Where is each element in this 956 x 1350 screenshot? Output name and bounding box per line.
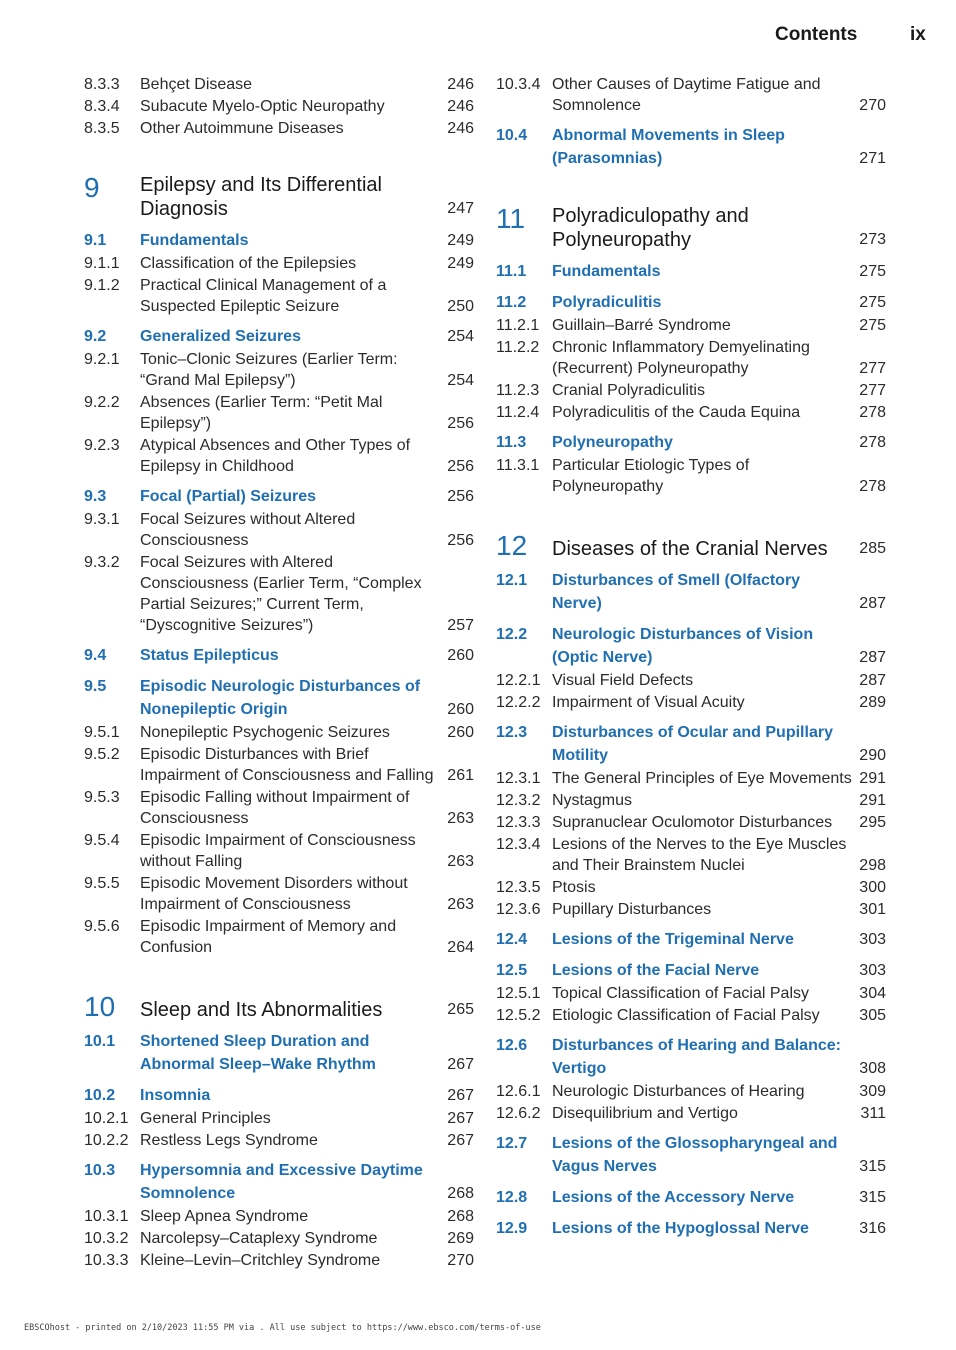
toc-sub-entry bbox=[496, 455, 886, 497]
toc-entry-title: Episodic Disturbances with Brief Impairment of Consciousness and Falling bbox=[140, 746, 434, 784]
toc-entry-title: Particular Etiologic Types of Polyneuropathy bbox=[552, 457, 750, 495]
toc-sub-entry bbox=[84, 1228, 474, 1249]
toc-entry-page: 246 bbox=[447, 76, 474, 93]
toc-entry-title: Episodic Movement Disorders without Impairment of Consciousness bbox=[140, 875, 408, 913]
toc-sub-entry bbox=[496, 983, 886, 1004]
toc-sub-entry bbox=[496, 1005, 886, 1026]
toc-chapter-entry bbox=[84, 173, 474, 221]
toc-entry-page: 254 bbox=[447, 372, 474, 389]
toc-entry-page: 278 bbox=[859, 478, 886, 495]
toc-entry-num: 8.3.3 bbox=[84, 76, 120, 93]
toc-entry-num: 12.4 bbox=[496, 931, 528, 948]
toc-entry-page: 267 bbox=[447, 1110, 474, 1127]
toc-sub-entry bbox=[84, 787, 474, 829]
toc-entry-page: 277 bbox=[859, 382, 886, 399]
running-title: Contents bbox=[775, 24, 858, 45]
toc-entry-title: Lesions of the Hypoglossal Nerve bbox=[552, 1220, 809, 1237]
toc-entry-num: 10.3.3 bbox=[84, 1252, 129, 1269]
toc-sub-entry bbox=[496, 402, 886, 423]
toc-entry-title: Polyradiculitis bbox=[552, 294, 662, 311]
toc-entry-title: Polyneuropathy bbox=[552, 434, 673, 451]
toc-entry-title: Disequilibrium and Vertigo bbox=[552, 1105, 738, 1122]
toc-entry-page: 278 bbox=[859, 434, 886, 451]
toc-entry-page: 270 bbox=[447, 1252, 474, 1269]
toc-entry-num: 12.9 bbox=[496, 1220, 528, 1237]
toc-entry-num: 9.3 bbox=[84, 488, 107, 505]
toc-entry-page: 287 bbox=[859, 649, 886, 666]
toc-entry-page: 287 bbox=[859, 595, 886, 612]
toc-entry-title: Disturbances of Hearing and Balance: Vertigo bbox=[552, 1037, 841, 1077]
toc-entry-num: 9.5.2 bbox=[84, 746, 120, 763]
toc-entry-page: 291 bbox=[859, 792, 886, 809]
toc-entry-page: 260 bbox=[447, 701, 474, 718]
toc-entry-num: 11.2.4 bbox=[496, 404, 540, 421]
toc-entry-page: 304 bbox=[859, 985, 886, 1002]
toc-entry-title: Impairment of Visual Acuity bbox=[552, 694, 745, 711]
toc-entry-page: 273 bbox=[859, 231, 886, 248]
toc-entry-num: 11.2.3 bbox=[496, 382, 540, 399]
toc-sub-entry bbox=[84, 552, 474, 636]
toc-sub-entry bbox=[496, 834, 886, 876]
toc-entry-num: 12.6.1 bbox=[496, 1083, 541, 1100]
toc-sub-entry bbox=[84, 74, 474, 95]
toc-entry-page: 275 bbox=[859, 263, 886, 280]
toc-entry-page: 308 bbox=[859, 1060, 886, 1077]
toc-entry-page: 256 bbox=[447, 532, 474, 549]
toc-sub-entry bbox=[496, 380, 886, 401]
toc-sub-entry bbox=[496, 1103, 886, 1124]
toc-entry-title: Fundamentals bbox=[140, 232, 249, 249]
toc-entry-num: 12.5.1 bbox=[496, 985, 541, 1002]
toc-entry-title: Lesions of the Glossopharyngeal and Vagus Nerves bbox=[552, 1135, 838, 1175]
toc-section-entry bbox=[496, 959, 886, 982]
toc-section-entry bbox=[496, 1132, 886, 1178]
toc-entry-title: Narcolepsy–Cataplexy Syndrome bbox=[140, 1230, 378, 1247]
toc-entry-num: 9.2.3 bbox=[84, 437, 120, 454]
toc-entry-num: 12 bbox=[496, 530, 528, 561]
toc-entry-page: 316 bbox=[859, 1220, 886, 1237]
toc-entry-page: 247 bbox=[447, 200, 474, 217]
toc-entry-title: General Principles bbox=[140, 1110, 271, 1127]
toc-entry-num: 12.3.4 bbox=[496, 836, 541, 853]
toc-entry-num: 12.3.6 bbox=[496, 901, 541, 918]
toc-entry-title: Lesions of the Accessory Nerve bbox=[552, 1189, 795, 1206]
toc-entry-title: Kleine–Levin–Critchley Syndrome bbox=[140, 1252, 381, 1269]
toc-entry-page: 257 bbox=[447, 617, 474, 634]
toc-entry-page: 268 bbox=[447, 1185, 474, 1202]
toc-entry-page: 263 bbox=[447, 810, 474, 827]
toc-entry-page: 275 bbox=[859, 294, 886, 311]
toc-entry-page: 254 bbox=[447, 328, 474, 345]
toc-sub-entry bbox=[496, 670, 886, 691]
toc-entry-title: Atypical Absences and Other Types of Epilepsy in Childhood bbox=[140, 437, 411, 475]
toc-entry-title: Topical Classification of Facial Palsy bbox=[552, 985, 809, 1002]
toc-entry-page: 246 bbox=[447, 120, 474, 137]
toc-chapter-entry bbox=[84, 992, 474, 1022]
toc-entry-num: 9.4 bbox=[84, 647, 107, 664]
toc-entry-num: 11.2 bbox=[496, 294, 527, 311]
toc-entry-num: 12.3.2 bbox=[496, 792, 541, 809]
toc-section-entry bbox=[496, 1217, 886, 1240]
toc-entry-title: Epilepsy and Its Differential Diagnosis bbox=[140, 174, 382, 220]
toc-entry-title: The General Principles of Eye Movements bbox=[552, 770, 852, 787]
toc-entry-title: Supranuclear Oculomotor Disturbances bbox=[552, 814, 833, 831]
toc-sub-entry bbox=[84, 1108, 474, 1129]
toc-section-entry bbox=[84, 325, 474, 348]
toc-entry-page: 271 bbox=[859, 150, 886, 167]
toc-entry-title: Pupillary Disturbances bbox=[552, 901, 712, 918]
toc-entry-num: 12.2.2 bbox=[496, 694, 541, 711]
toc-entry-num: 9.1.1 bbox=[84, 255, 120, 272]
toc-section-entry bbox=[496, 431, 886, 454]
toc-entry-page: 267 bbox=[447, 1132, 474, 1149]
toc-entry-page: 301 bbox=[859, 901, 886, 918]
toc-entry-page: 250 bbox=[447, 298, 474, 315]
toc-chapter-entry bbox=[496, 204, 886, 252]
toc-section-entry bbox=[496, 1034, 886, 1080]
toc-entry-title: Polyradiculopathy and Polyneuropathy bbox=[552, 205, 749, 251]
toc-entry-title: Disturbances of Smell (Olfactory Nerve) bbox=[552, 572, 801, 612]
page-header bbox=[0, 24, 956, 50]
toc-section-entry bbox=[496, 124, 886, 170]
toc-entry-num: 12.3.1 bbox=[496, 770, 541, 787]
toc-entry-title: Neurologic Disturbances of Hearing bbox=[552, 1083, 805, 1100]
toc-entry-title: Etiologic Classification of Facial Palsy bbox=[552, 1007, 820, 1024]
toc-entry-title: Absences (Earlier Term: “Petit Mal Epilepsy”) bbox=[140, 394, 383, 432]
toc-entry-num: 8.3.5 bbox=[84, 120, 120, 137]
toc-sub-entry bbox=[496, 899, 886, 920]
toc-section-entry bbox=[84, 644, 474, 667]
toc-entry-title: Lesions of the Nerves to the Eye Muscles and Their Brainstem Nuclei bbox=[552, 836, 847, 874]
toc-entry-num: 12.2.1 bbox=[496, 672, 541, 689]
toc-entry-title: Episodic Neurologic Disturbances of Nonepileptic Origin bbox=[140, 678, 421, 718]
toc-entry-page: 289 bbox=[859, 694, 886, 711]
toc-entry-num: 10.2.1 bbox=[84, 1110, 129, 1127]
toc-sub-entry bbox=[84, 1250, 474, 1271]
toc-entry-title: Nonepileptic Psychogenic Seizures bbox=[140, 724, 390, 741]
toc-entry-num: 12.6.2 bbox=[496, 1105, 541, 1122]
toc-sub-entry bbox=[84, 349, 474, 391]
toc-sub-entry bbox=[84, 916, 474, 958]
toc-entry-title: Insomnia bbox=[140, 1087, 211, 1104]
toc-entry-page: 278 bbox=[859, 404, 886, 421]
toc-entry-page: 246 bbox=[447, 98, 474, 115]
toc-entry-num: 10.2.2 bbox=[84, 1132, 129, 1149]
toc-column-left bbox=[84, 74, 474, 1271]
toc-entry-title: Guillain–Barré Syndrome bbox=[552, 317, 731, 334]
toc-entry-title: Fundamentals bbox=[552, 263, 661, 280]
toc-entry-page: 267 bbox=[447, 1087, 474, 1104]
toc-entry-title: Generalized Seizures bbox=[140, 328, 301, 345]
toc-entry-title: Episodic Impairment of Consciousness without Falling bbox=[140, 832, 416, 870]
toc-entry-page: 303 bbox=[859, 931, 886, 948]
toc-entry-page: 285 bbox=[859, 540, 886, 557]
toc-entry-num: 12.3.3 bbox=[496, 814, 541, 831]
toc-entry-num: 10 bbox=[84, 991, 116, 1022]
toc-section-entry bbox=[84, 1159, 474, 1205]
toc-entry-num: 12.5 bbox=[496, 962, 528, 979]
toc-entry-page: 260 bbox=[447, 724, 474, 741]
toc-entry-page: 249 bbox=[447, 255, 474, 272]
toc-sub-entry bbox=[84, 1130, 474, 1151]
toc-entry-title: Cranial Polyradiculitis bbox=[552, 382, 705, 399]
toc-sub-entry bbox=[84, 275, 474, 317]
toc-entry-page: 268 bbox=[447, 1208, 474, 1225]
toc-sub-entry bbox=[496, 74, 886, 116]
toc-entry-title: Diseases of the Cranial Nerves bbox=[552, 538, 828, 560]
toc-entry-page: 269 bbox=[447, 1230, 474, 1247]
toc-entry-title: Chronic Inflammatory Demyelinating (Recurrent) Polyneuropathy bbox=[552, 339, 810, 377]
toc-sub-entry bbox=[496, 1081, 886, 1102]
toc-entry-num: 9.5.1 bbox=[84, 724, 120, 741]
toc-sub-entry bbox=[84, 873, 474, 915]
toc-entry-page: 295 bbox=[859, 814, 886, 831]
toc-entry-num: 9.2 bbox=[84, 328, 107, 345]
toc-sub-entry bbox=[84, 253, 474, 274]
toc-section-entry bbox=[84, 229, 474, 252]
toc-entry-title: Episodic Impairment of Memory and Confusion bbox=[140, 918, 397, 956]
toc-entry-num: 12.3.5 bbox=[496, 879, 541, 896]
toc-entry-title: Polyradiculitis of the Cauda Equina bbox=[552, 404, 801, 421]
toc-entry-num: 10.2 bbox=[84, 1087, 116, 1104]
toc-section-entry bbox=[496, 291, 886, 314]
toc-sub-entry bbox=[84, 96, 474, 117]
toc-entry-num: 9.3.1 bbox=[84, 511, 120, 528]
toc-entry-page: 277 bbox=[859, 360, 886, 377]
toc-entry-title: Subacute Myelo-Optic Neuropathy bbox=[140, 98, 385, 115]
toc-entry-title: Ptosis bbox=[552, 879, 596, 896]
footer-note: EBSCOhost - printed on 2/10/2023 11:55 PM via . All use subject to https://www.ebsco.com/terms-of-use bbox=[24, 1323, 541, 1333]
toc-entry-page: 270 bbox=[859, 97, 886, 114]
toc-entry-num: 10.3 bbox=[84, 1162, 116, 1179]
toc-entry-title: Behçet Disease bbox=[140, 76, 253, 93]
toc-sub-entry bbox=[84, 392, 474, 434]
toc-entry-page: 264 bbox=[447, 939, 474, 956]
toc-entry-page: 256 bbox=[447, 458, 474, 475]
toc-entry-num: 11.3.1 bbox=[496, 457, 540, 474]
page-number: ix bbox=[910, 24, 926, 45]
toc-entry-num: 9.3.2 bbox=[84, 554, 120, 571]
toc-sub-entry bbox=[84, 118, 474, 139]
toc-entry-page: 305 bbox=[859, 1007, 886, 1024]
toc-section-entry bbox=[84, 1084, 474, 1107]
toc-entry-num: 9.2.2 bbox=[84, 394, 120, 411]
toc-entry-num: 10.3.4 bbox=[496, 76, 541, 93]
toc-entry-num: 12.6 bbox=[496, 1037, 528, 1054]
toc-entry-title: Visual Field Defects bbox=[552, 672, 694, 689]
toc-section-entry bbox=[84, 675, 474, 721]
toc-entry-title: Sleep Apnea Syndrome bbox=[140, 1208, 309, 1225]
toc-entry-title: Hypersomnia and Excessive Daytime Somnolence bbox=[140, 1162, 423, 1202]
toc-section-entry bbox=[84, 1030, 474, 1076]
toc-entry-title: Focal Seizures with Altered Consciousness (Earlier Term, “Complex Partial Seizures;” Current Term, “Dyscognitive Seizures”) bbox=[140, 554, 422, 634]
toc-entry-page: 263 bbox=[447, 853, 474, 870]
toc-sub-entry bbox=[84, 435, 474, 477]
toc-entry-page: 260 bbox=[447, 647, 474, 664]
toc-entry-title: Episodic Falling without Impairment of Consciousness bbox=[140, 789, 410, 827]
toc-entry-page: 267 bbox=[447, 1056, 474, 1073]
toc-entry-title: Other Causes of Daytime Fatigue and Somnolence bbox=[552, 76, 821, 114]
toc-sub-entry bbox=[84, 744, 474, 786]
toc-entry-title: Focal (Partial) Seizures bbox=[140, 488, 317, 505]
toc-entry-page: 291 bbox=[859, 770, 886, 787]
toc-entry-page: 263 bbox=[447, 896, 474, 913]
toc-entry-num: 11.1 bbox=[496, 263, 527, 280]
toc-entry-title: Status Epilepticus bbox=[140, 647, 279, 664]
toc-entry-title: Tonic–Clonic Seizures (Earlier Term: “Grand Mal Epilepsy”) bbox=[140, 351, 398, 389]
toc-entry-title: Practical Clinical Management of a Suspected Epileptic Seizure bbox=[140, 277, 387, 315]
toc-entry-page: 315 bbox=[859, 1189, 886, 1206]
toc-entry-page: 309 bbox=[859, 1083, 886, 1100]
toc-entry-page: 256 bbox=[447, 415, 474, 432]
toc-entry-title: Sleep and Its Abnormalities bbox=[140, 999, 383, 1021]
toc-entry-num: 10.4 bbox=[496, 127, 528, 144]
toc-entry-title: Nystagmus bbox=[552, 792, 633, 809]
toc-entry-num: 9.5.3 bbox=[84, 789, 120, 806]
toc-section-entry bbox=[496, 928, 886, 951]
toc-entry-title: Restless Legs Syndrome bbox=[140, 1132, 318, 1149]
toc-entry-num: 9.2.1 bbox=[84, 351, 120, 368]
toc-entry-num: 11.3 bbox=[496, 434, 527, 451]
toc-sub-entry bbox=[496, 877, 886, 898]
toc-entry-title: Neurologic Disturbances of Vision (Optic Nerve) bbox=[552, 626, 814, 666]
toc-entry-num: 12.8 bbox=[496, 1189, 528, 1206]
toc-entry-title: Disturbances of Ocular and Pupillary Motility bbox=[552, 724, 833, 764]
toc-entry-page: 290 bbox=[859, 747, 886, 764]
toc-sub-entry bbox=[496, 337, 886, 379]
toc-entry-num: 12.2 bbox=[496, 626, 528, 643]
toc-entry-num: 12.1 bbox=[496, 572, 528, 589]
toc-entry-page: 261 bbox=[447, 767, 474, 784]
toc-entry-title: Lesions of the Facial Nerve bbox=[552, 962, 760, 979]
toc-section-entry bbox=[496, 721, 886, 767]
toc-entry-page: 287 bbox=[859, 672, 886, 689]
toc-sub-entry bbox=[84, 509, 474, 551]
toc-entry-num: 11.2.2 bbox=[496, 339, 540, 356]
toc-entry-title: Classification of the Epilepsies bbox=[140, 255, 357, 272]
toc-sub-entry bbox=[496, 692, 886, 713]
toc-entry-num: 12.5.2 bbox=[496, 1007, 541, 1024]
toc-sub-entry bbox=[496, 768, 886, 789]
toc-entry-num: 9 bbox=[84, 172, 100, 203]
toc-entry-num: 9.1 bbox=[84, 232, 107, 249]
toc-entry-title: Shortened Sleep Duration and Abnormal Sleep–Wake Rhythm bbox=[140, 1033, 376, 1073]
toc-entry-num: 9.5.6 bbox=[84, 918, 120, 935]
toc-entry-page: 311 bbox=[860, 1105, 886, 1122]
toc-entry-num: 9.1.2 bbox=[84, 277, 120, 294]
toc-entry-num: 9.5.4 bbox=[84, 832, 120, 849]
toc-section-entry bbox=[84, 485, 474, 508]
toc-entry-page: 300 bbox=[859, 879, 886, 896]
toc-entry-page: 265 bbox=[447, 1001, 474, 1018]
toc-entry-page: 275 bbox=[859, 317, 886, 334]
toc-sub-entry bbox=[84, 722, 474, 743]
toc-entry-page: 315 bbox=[859, 1158, 886, 1175]
toc-chapter-entry bbox=[496, 531, 886, 561]
toc-sub-entry bbox=[84, 1206, 474, 1227]
toc-entry-num: 11 bbox=[496, 203, 526, 234]
toc-column-right bbox=[496, 74, 886, 1240]
toc-entry-page: 298 bbox=[859, 857, 886, 874]
toc-entry-num: 9.5 bbox=[84, 678, 107, 695]
toc-section-entry bbox=[496, 1186, 886, 1209]
toc-entry-page: 256 bbox=[447, 488, 474, 505]
toc-entry-num: 10.3.2 bbox=[84, 1230, 129, 1247]
toc-entry-num: 10.1 bbox=[84, 1033, 116, 1050]
toc-entry-num: 8.3.4 bbox=[84, 98, 120, 115]
toc-sub-entry bbox=[496, 812, 886, 833]
toc-entry-num: 10.3.1 bbox=[84, 1208, 129, 1225]
toc-entry-title: Other Autoimmune Diseases bbox=[140, 120, 344, 137]
toc-entry-page: 249 bbox=[447, 232, 474, 249]
toc-entry-title: Abnormal Movements in Sleep (Parasomnias) bbox=[552, 127, 785, 167]
toc-sub-entry bbox=[496, 315, 886, 336]
toc-section-entry bbox=[496, 623, 886, 669]
toc-entry-title: Lesions of the Trigeminal Nerve bbox=[552, 931, 794, 948]
toc-section-entry bbox=[496, 569, 886, 615]
toc-entry-num: 12.3 bbox=[496, 724, 528, 741]
toc-section-entry bbox=[496, 260, 886, 283]
toc-entry-num: 9.5.5 bbox=[84, 875, 120, 892]
toc-entry-page: 303 bbox=[859, 962, 886, 979]
toc-sub-entry bbox=[496, 790, 886, 811]
toc-entry-num: 11.2.1 bbox=[496, 317, 540, 334]
toc-sub-entry bbox=[84, 830, 474, 872]
toc-entry-num: 12.7 bbox=[496, 1135, 528, 1152]
toc-entry-title: Focal Seizures without Altered Consciousness bbox=[140, 511, 356, 549]
